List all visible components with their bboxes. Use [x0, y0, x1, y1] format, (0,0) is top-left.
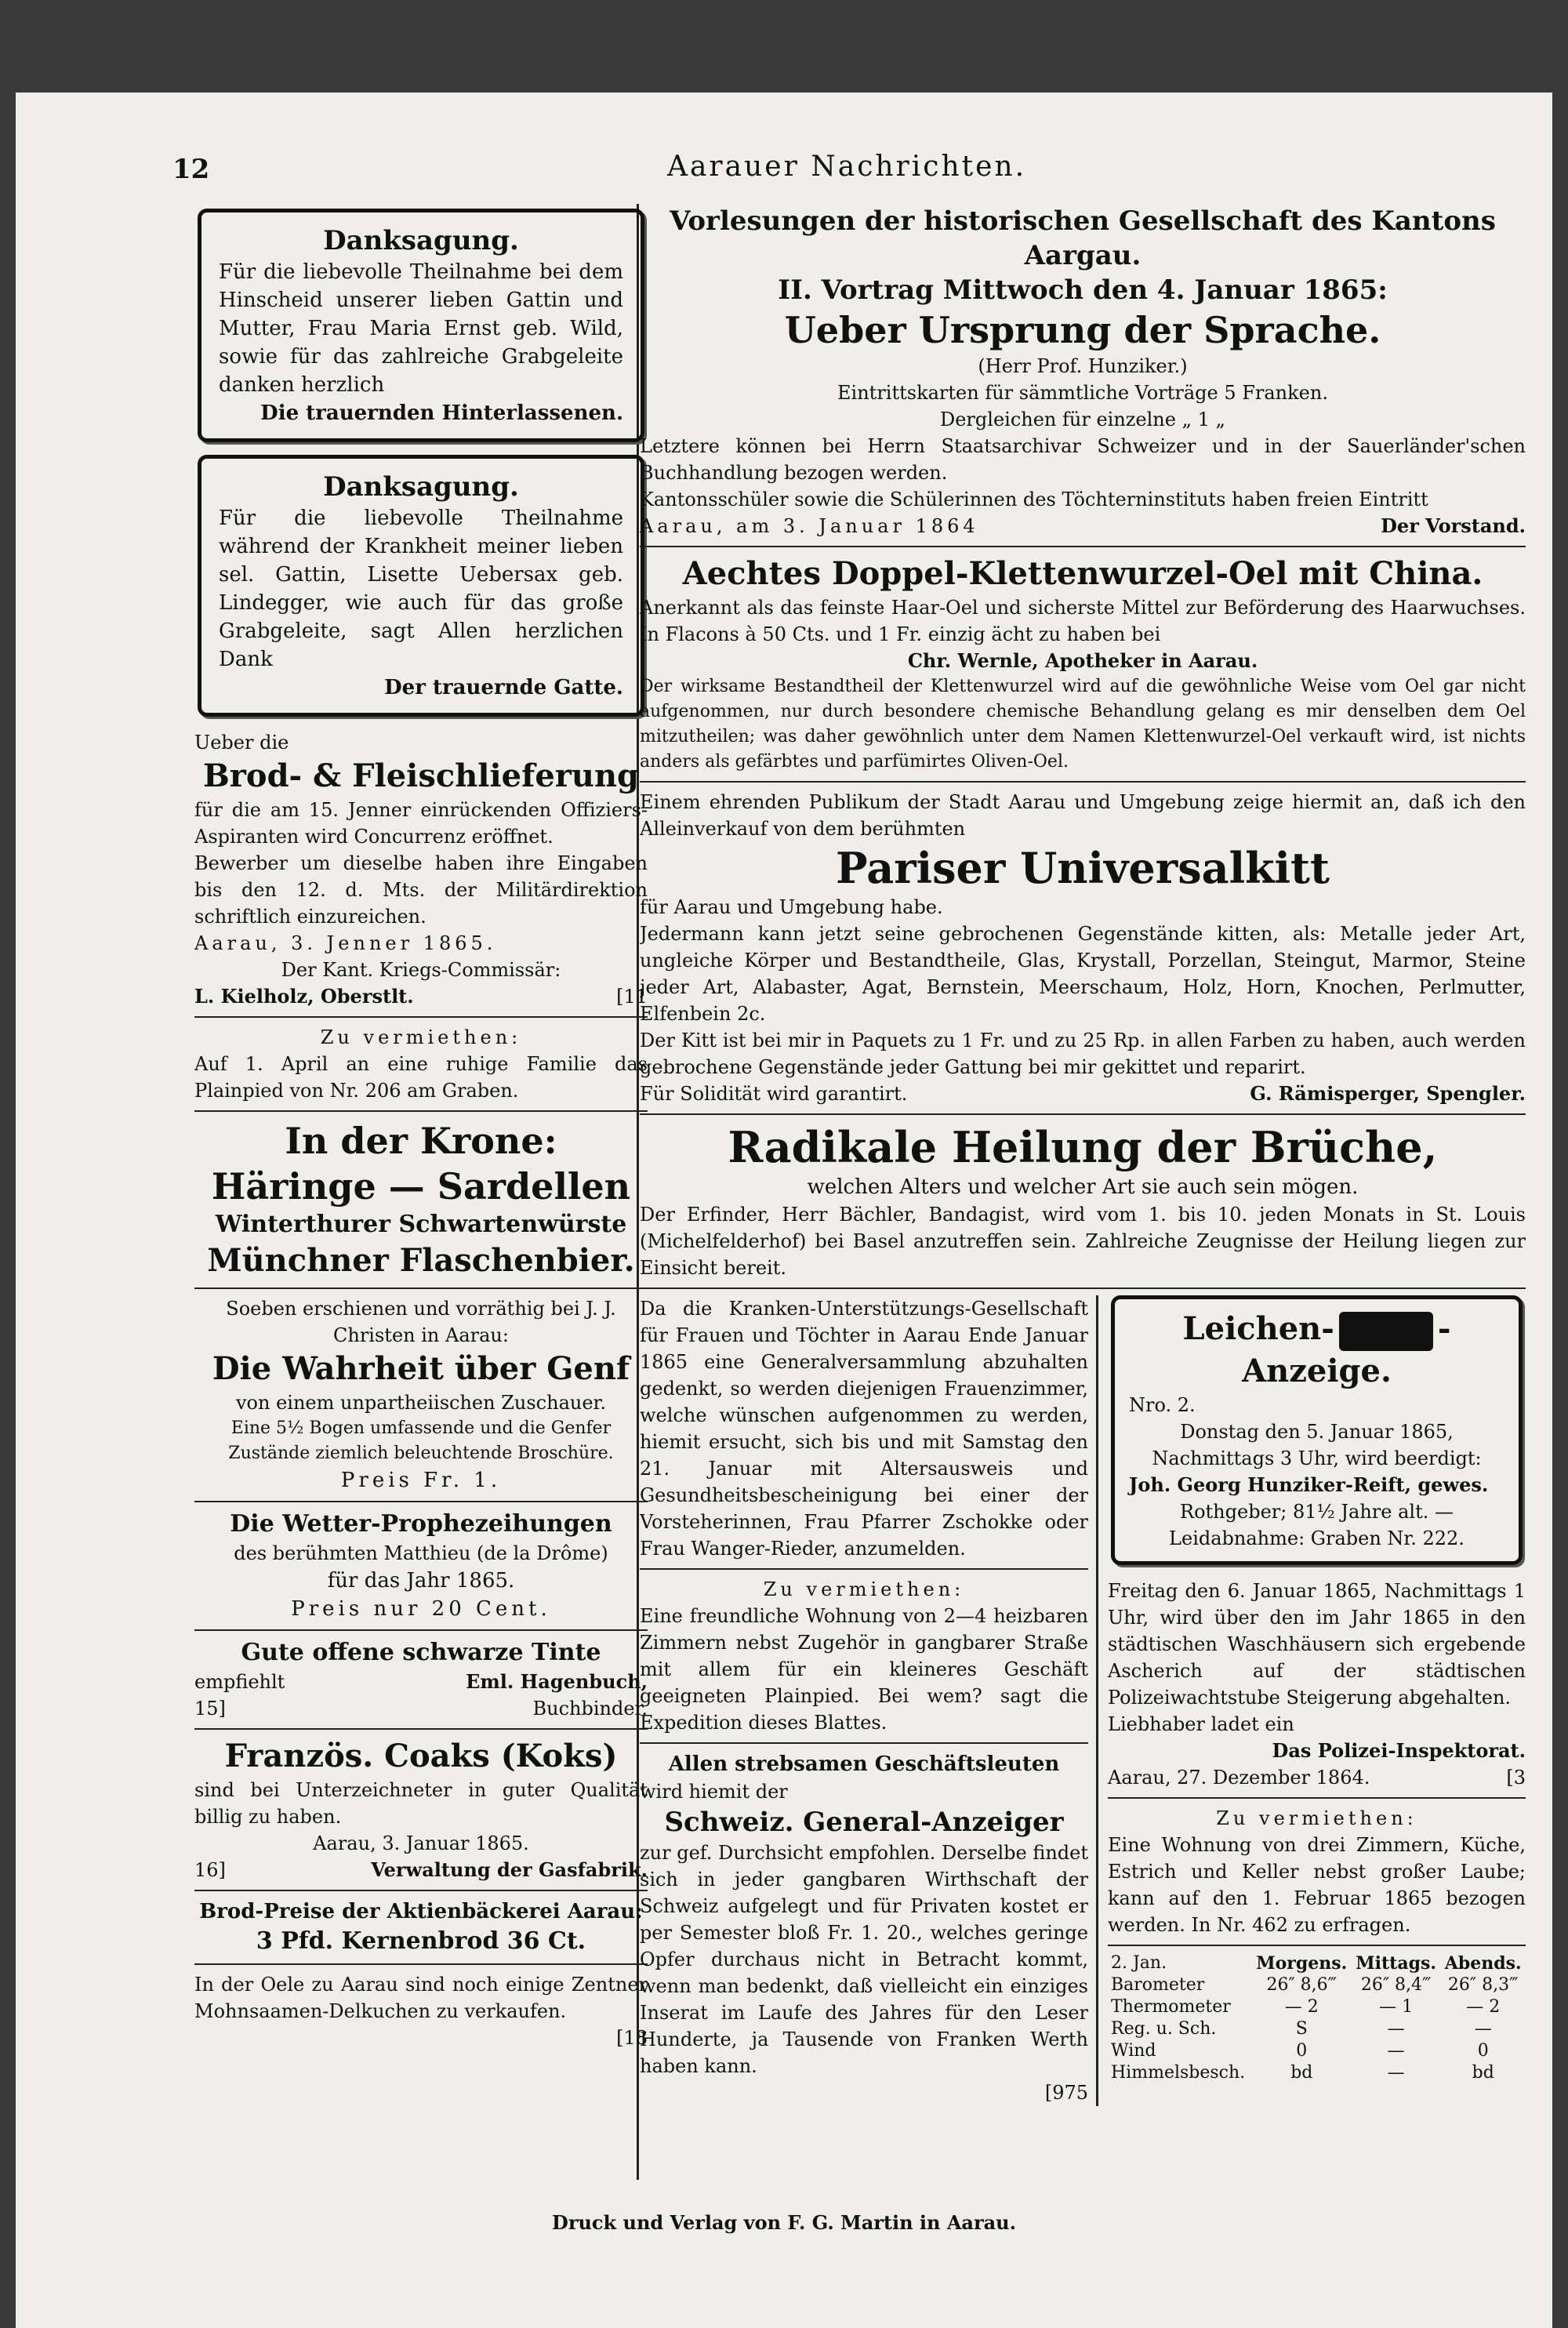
- kitt-sign: G. Rämisperger, Spengler.: [1250, 1082, 1526, 1105]
- thanks-text: Für die liebevolle Theilnahme während der Krankheit meiner lieben sel. Gattin, Lisette Uebersax geb. Lindegger, wie auch für das große Grabgeleite, sagt Allen herzlichen Dank: [219, 507, 623, 671]
- hernia-text: Der Erfinder, Herr Bächler, Bandagist, wird vom 1. bis 10. jeden Monats in St. Louis (Michelfelderhof) bei Basel anzutreffen sein. Zahlreiche Zeugnisse der Heilung liegen zur Einsicht bereit.: [640, 1204, 1526, 1279]
- lower-right-split: [640, 1295, 1526, 2106]
- krone-item-2: Winterthurer Schwartenwürste: [215, 1211, 627, 1238]
- lectures-speaker: (Herr Prof. Hunziker.): [978, 355, 1188, 377]
- book-notice-2: [194, 1509, 648, 1623]
- rent-text: Auf 1. April an eine ruhige Familie das Plainpied von Nr. 206 am Graben.: [194, 1053, 648, 1102]
- kitt-text1: Jedermann kann jetzt seine gebrochenen Gegenstände kitten, als: Metalle jeder Art, ungleiche Körper und Bestandtheile, Glas, Krystall, Porzellan, Steingut, Marmor, Steine jeder Art, Alabaster, Agat, Bernstein, Meerschaum, Holz, Horn, Knochen, Perlmutter, Elfenbein 2c.: [640, 923, 1526, 1025]
- newspaper-title: Aarauer Nachrichten.: [666, 151, 1027, 183]
- weather-table: [1108, 1952, 1526, 2084]
- anzeiger-notice: [640, 1750, 1088, 2106]
- coaks-notice: [194, 1736, 648, 1883]
- book-title: Die Wahrheit über Genf: [212, 1350, 630, 1387]
- book-price: Preis Fr. 1.: [340, 1469, 502, 1492]
- lower-right-right: [1098, 1295, 1526, 2106]
- hernia-title: Radikale Heilung der Brüche,: [728, 1122, 1438, 1172]
- ink-ref: 15]: [194, 1698, 226, 1720]
- book2-year: für das Jahr 1865.: [327, 1569, 515, 1593]
- weather-label: Thermometer: [1111, 1997, 1231, 2017]
- kitt-intro: Einem ehrenden Publikum der Stadt Aarau und Umgebung zeige hiermit an, daß ich den Alleinverkauf von dem berühmten: [640, 791, 1526, 840]
- krone-item-1: Häringe — Sardellen: [211, 1165, 631, 1208]
- coaks-sign: Verwaltung der Gasfabrik.: [371, 1858, 648, 1881]
- brod-text1: für die am 15. Jenner einrückenden Offiziers-Aspiranten wird Concurrenz eröffnet.: [194, 799, 648, 848]
- thanks-title: Danksagung.: [323, 471, 519, 503]
- brod-notice: [194, 729, 648, 1010]
- book-desc: Eine 5½ Bogen umfassende und die Genfer Zustände ziemlich beleuchtende Broschüre.: [228, 1418, 614, 1463]
- kranken-text: Da die Kranken-Unterstützungs-Gesellschaft für Frauen und Töchter in Aarau Ende Januar 1865 eine Generalversammlung abzuhalten gedenkt, so werden diejenigen Frauenzimmer, welche wünschen aufgenommen zu werden, hiemit ersucht, sich bis und mit Samstag den 21. Januar mit Altersausweis und Gesundheitsbescheinigung bei einer der Vorsteherinnen, Frau Pfarrer Zschokke oder Frau Wanger-Rieder, anzumelden.: [640, 1298, 1088, 1560]
- anzeiger-title: Schweiz. General-Anzeiger: [664, 1807, 1064, 1838]
- brod-date: Aarau, 3. Jenner 1865.: [194, 932, 497, 954]
- rent3-title: Zu vermiethen:: [1216, 1807, 1417, 1829]
- weather-head-noon: Mittags.: [1356, 1953, 1436, 1974]
- lectures-date: Aarau, am 3. Januar 1864: [640, 515, 979, 537]
- lectures-tickets: Eintrittskarten für sämmtliche Vorträge 5 Franken.: [837, 382, 1328, 404]
- brod-title: Brod- & Fleischlieferung: [203, 757, 639, 794]
- weather-cell: 26″ 8,4‴: [1360, 1975, 1432, 1995]
- oele-ref: [18: [616, 2027, 648, 2049]
- ink-left: empfiehlt: [194, 1671, 285, 1693]
- funeral-time: Nachmittags 3 Uhr, wird beerdigt:: [1152, 1447, 1482, 1469]
- book-intro: Soeben erschienen und vorräthig bei J. J. Christen in Aarau:: [226, 1298, 616, 1346]
- funeral-place: Leidabnahme: Graben Nr. 222.: [1169, 1527, 1465, 1549]
- rent-title: Zu vermiethen:: [320, 1026, 522, 1048]
- coffin-icon: [1339, 1312, 1433, 1351]
- kitt-guarantee: Für Solidität wird garantirt.: [640, 1083, 908, 1105]
- lectures-sign: Der Vorstand.: [1381, 514, 1526, 537]
- weather-label: Reg. u. Sch.: [1111, 2019, 1217, 2039]
- funeral-name: Joh. Georg Hunziker-Reift, gewes.: [1129, 1473, 1489, 1496]
- weather-head-date: 2. Jan.: [1111, 1953, 1167, 1973]
- thanks-text: Für die liebevolle Theilnahme bei dem Hinscheid unserer lieben Gattin und Mutter, Frau Maria Ernst geb. Wild, sowie für das zahlreiche Grabgeleite danken herzlich: [219, 260, 623, 397]
- hernia-notice: [640, 1121, 1526, 1281]
- police-text: Freitag den 6. Januar 1865, Nachmittags 1 Uhr, wird über den im Jahr 1865 in den städtischen Waschhäusern sich ergebende Ascherich auf der städtischen Polizeiwachtstube Steigerung abgehalten.: [1108, 1580, 1526, 1709]
- coaks-text: sind bei Unterzeichneter in guter Qualität billig zu haben.: [194, 1779, 648, 1828]
- oil-title: Aechtes Doppel-Klettenwurzel-Oel mit China.: [682, 555, 1483, 592]
- funeral-date: Donstag den 5. Januar 1865,: [1180, 1421, 1454, 1443]
- lectures-text: Letztere können bei Herrn Staatsarchivar Schweizer und in der Sauerländer'schen Buchhandlung bezogen werden.: [640, 435, 1526, 484]
- weather-cell: bd: [1290, 2063, 1313, 2083]
- coaks-ref: 16]: [194, 1859, 226, 1881]
- bread-prices-title: Brod-Preise der Aktienbäckerei Aarau:: [199, 1900, 643, 1923]
- police-date: Aarau, 27. Dezember 1864.: [1108, 1767, 1370, 1789]
- left-column: [194, 204, 648, 2180]
- anzeiger-ref: [975: [1044, 2082, 1088, 2104]
- lectures-subtitle: II. Vortrag Mittwoch den 4. Januar 1865:: [778, 274, 1388, 306]
- rent2-title: Zu vermiethen:: [763, 1578, 965, 1600]
- weather-head-evening: Abends.: [1444, 1953, 1522, 1974]
- weather-cell: — 2: [1284, 1997, 1319, 2017]
- police-invite: Liebhaber ladet ein: [1108, 1713, 1294, 1735]
- rent-notice-1: [194, 1024, 648, 1104]
- brod-text2: Bewerber um dieselbe haben ihre Eingaben bis den 12. d. Mts. der Militärdirektion schriftlich einzureichen.: [194, 852, 648, 928]
- thanks-sign: Die trauernden Hinterlassenen.: [260, 401, 623, 425]
- kitt-title: Pariser Universalkitt: [836, 843, 1330, 893]
- funeral-no: Nro. 2.: [1129, 1394, 1196, 1416]
- bread-prices-notice: [194, 1898, 648, 1957]
- oil-text1: Anerkannt als das feinste Haar-Oel und sicherste Mittel zur Beförderung des Haarwuchses. In Flacons à 50 Cts. und 1 Fr. einzig ächt zu haben bei: [640, 597, 1526, 645]
- krone-title: In der Krone:: [285, 1120, 557, 1162]
- page-number: 12: [172, 154, 210, 185]
- lectures-topic: Ueber Ursprung der Sprache.: [784, 309, 1381, 351]
- weather-cell: — 2: [1466, 1997, 1501, 2017]
- lower-right-left: [640, 1295, 1098, 2106]
- weather-head-morning: Morgens.: [1256, 1953, 1348, 1974]
- weather-cell: —: [1387, 2019, 1405, 2039]
- ink-notice: [194, 1637, 648, 1722]
- oil-seller: Chr. Wernle, Apotheker in Aarau.: [907, 649, 1258, 672]
- thanks-notice-2: [198, 455, 644, 717]
- kitt-text2: Der Kitt ist bei mir in Paquets zu 1 Fr. und zu 25 Rp. in allen Farben zu haben, auch werden gebrochene Gegenstände jeder Gattung bei mir gekittet und reparirt.: [640, 1030, 1526, 1078]
- oele-text: In der Oele zu Aarau sind noch einige Zentner Mohnsaamen-Delkuchen zu verkaufen.: [194, 1974, 648, 2022]
- kranken-notice: [640, 1295, 1088, 1562]
- coaks-title: Französ. Coaks (Koks): [224, 1738, 618, 1774]
- brod-name: L. Kielholz, Oberstlt.: [194, 985, 414, 1008]
- lectures-single: Dergleichen für einzelne „ 1 „: [939, 409, 1225, 430]
- book-sub: von einem unpartheiischen Zuschauer.: [235, 1392, 607, 1414]
- krone-item-3: Münchner Flaschenbier.: [207, 1242, 635, 1279]
- anzeiger-intro2: wird hiemit der: [640, 1781, 788, 1803]
- rent-notice-2: [640, 1576, 1088, 1736]
- kitt-notice: [640, 789, 1526, 1107]
- police-ref: [3: [1506, 1767, 1526, 1789]
- weather-cell: 26″ 8,6‴: [1266, 1975, 1338, 1995]
- weather-row: [1108, 2062, 1526, 2084]
- book-notice-1: [194, 1295, 648, 1494]
- right-column: [640, 204, 1526, 2180]
- weather-cell: 26″ 8,3‴: [1447, 1975, 1519, 1995]
- book2-price: Preis nur 20 Cent.: [291, 1597, 551, 1621]
- weather-row: [1108, 2018, 1526, 2040]
- weather-cell: —: [1474, 2019, 1492, 2039]
- weather-label: Himmelsbesch.: [1111, 2063, 1246, 2083]
- krone-notice: [194, 1118, 648, 1281]
- kitt-region: für Aarau und Umgebung habe.: [640, 896, 943, 918]
- lectures-notice: [640, 204, 1526, 539]
- hernia-sub: welchen Alters und welcher Art sie auch sein mögen.: [807, 1175, 1359, 1199]
- thanks-sign: Der trauernde Gatte.: [384, 676, 623, 699]
- oele-notice: [194, 1971, 648, 2051]
- brod-office: Der Kant. Kriegs-Commissär:: [281, 959, 561, 981]
- weather-head-row: [1108, 1952, 1526, 1974]
- weather-cell: —: [1387, 2063, 1405, 2083]
- weather-cell: — 1: [1379, 1997, 1414, 2017]
- weather-cell: —: [1387, 2041, 1405, 2061]
- funeral-title: [1129, 1309, 1504, 1392]
- police-notice: [1108, 1578, 1526, 1791]
- weather-row: [1108, 2040, 1526, 2062]
- weather-cell: bd: [1472, 2063, 1494, 2083]
- police-sign: Das Polizei-Inspektorat.: [1272, 1739, 1526, 1762]
- printer-footer: Druck und Verlag von F. G. Martin in Aarau.: [552, 2211, 1016, 2234]
- oil-text2: Der wirksame Bestandtheil der Klettenwurzel wird auf die gewöhnliche Weise vom Oel gar nicht aufgenommen, nur durch besondere chemische Behandlung gelang es mir denselben dem Oel mitzutheilen; was daher gewöhnlich unter dem Namen Klettenwurzel-Oel verkauft wird, ist nichts anders als gefärbtes und parfümirtes Oliven-Oel.: [640, 677, 1526, 772]
- funeral-title-right: -Anzeige.: [1242, 1310, 1451, 1389]
- weather-label: Wind: [1111, 2041, 1156, 2061]
- lectures-title: Vorlesungen der historischen Gesellschaft des Kantons Aargau.: [670, 205, 1496, 271]
- rent-notice-3: [1108, 1805, 1526, 1938]
- coaks-date: Aarau, 3. Januar 1865.: [313, 1832, 529, 1854]
- ink-title: Gute offene schwarze Tinte: [241, 1639, 601, 1666]
- lectures-students: Kantonsschüler sowie die Schülerinnen des Töchterninstituts haben freien Eintritt: [640, 488, 1428, 510]
- page-header: [172, 151, 1521, 191]
- rent2-text: Eine freundliche Wohnung von 2—4 heizbaren Zimmern nebst Zugehör in gangbarer Straße mit allem für ein kleineres Geschäft geeigneten Plainpied. Bei wem? sagt die Expedition dieses Blattes.: [640, 1605, 1088, 1734]
- weather-cell: 0: [1477, 2041, 1489, 2061]
- brod-ref: [11: [616, 986, 648, 1008]
- brod-intro: Ueber die: [194, 732, 289, 754]
- weather-label: Barometer: [1111, 1975, 1205, 1995]
- funeral-notice: [1111, 1295, 1523, 1565]
- thanks-notice-1: [198, 209, 644, 442]
- funeral-title-left: Leichen-: [1182, 1310, 1334, 1347]
- ink-trade: Buchbinder.: [532, 1698, 648, 1720]
- funeral-job: Rothgeber; 81½ Jahre alt. —: [1180, 1501, 1454, 1523]
- weather-row: [1108, 1996, 1526, 2018]
- bread-prices-line: 3 Pfd. Kernenbrod 36 Ct.: [256, 1927, 586, 1955]
- ink-seller: Eml. Hagenbuch,: [466, 1670, 648, 1693]
- oil-notice: [640, 554, 1526, 775]
- weather-cell: S: [1295, 2019, 1308, 2039]
- weather-cell: 0: [1296, 2041, 1308, 2061]
- weather-row: [1108, 1974, 1526, 1996]
- anzeiger-intro1: Allen strebsamen Geschäftsleuten: [668, 1752, 1060, 1776]
- thanks-title: Danksagung.: [323, 225, 519, 256]
- book2-sub: des berühmten Matthieu (de la Drôme): [234, 1542, 608, 1564]
- book2-title: Die Wetter-Prophezeihungen: [230, 1510, 612, 1538]
- anzeiger-text: zur gef. Durchsicht empfohlen. Derselbe findet sich in jeder gangbaren Wirthschaft der Schweiz aufgelegt und für Privaten kostet er per Semester bloß Fr. 1. 20., welches geringe Opfer durchaus nicht in Betracht kommt, wenn man bedenkt, daß vielleicht ein einziges Inserat im Laufe des Jahres für den Leser Hunderte, ja Tausende von Franken Werth haben kann.: [640, 1842, 1088, 2077]
- rent3-text: Eine Wohnung von drei Zimmern, Küche, Estrich und Keller nebst großer Laube; kann auf den 1. Februar 1865 bezogen werden. In Nr. 462 zu erfragen.: [1108, 1834, 1526, 1936]
